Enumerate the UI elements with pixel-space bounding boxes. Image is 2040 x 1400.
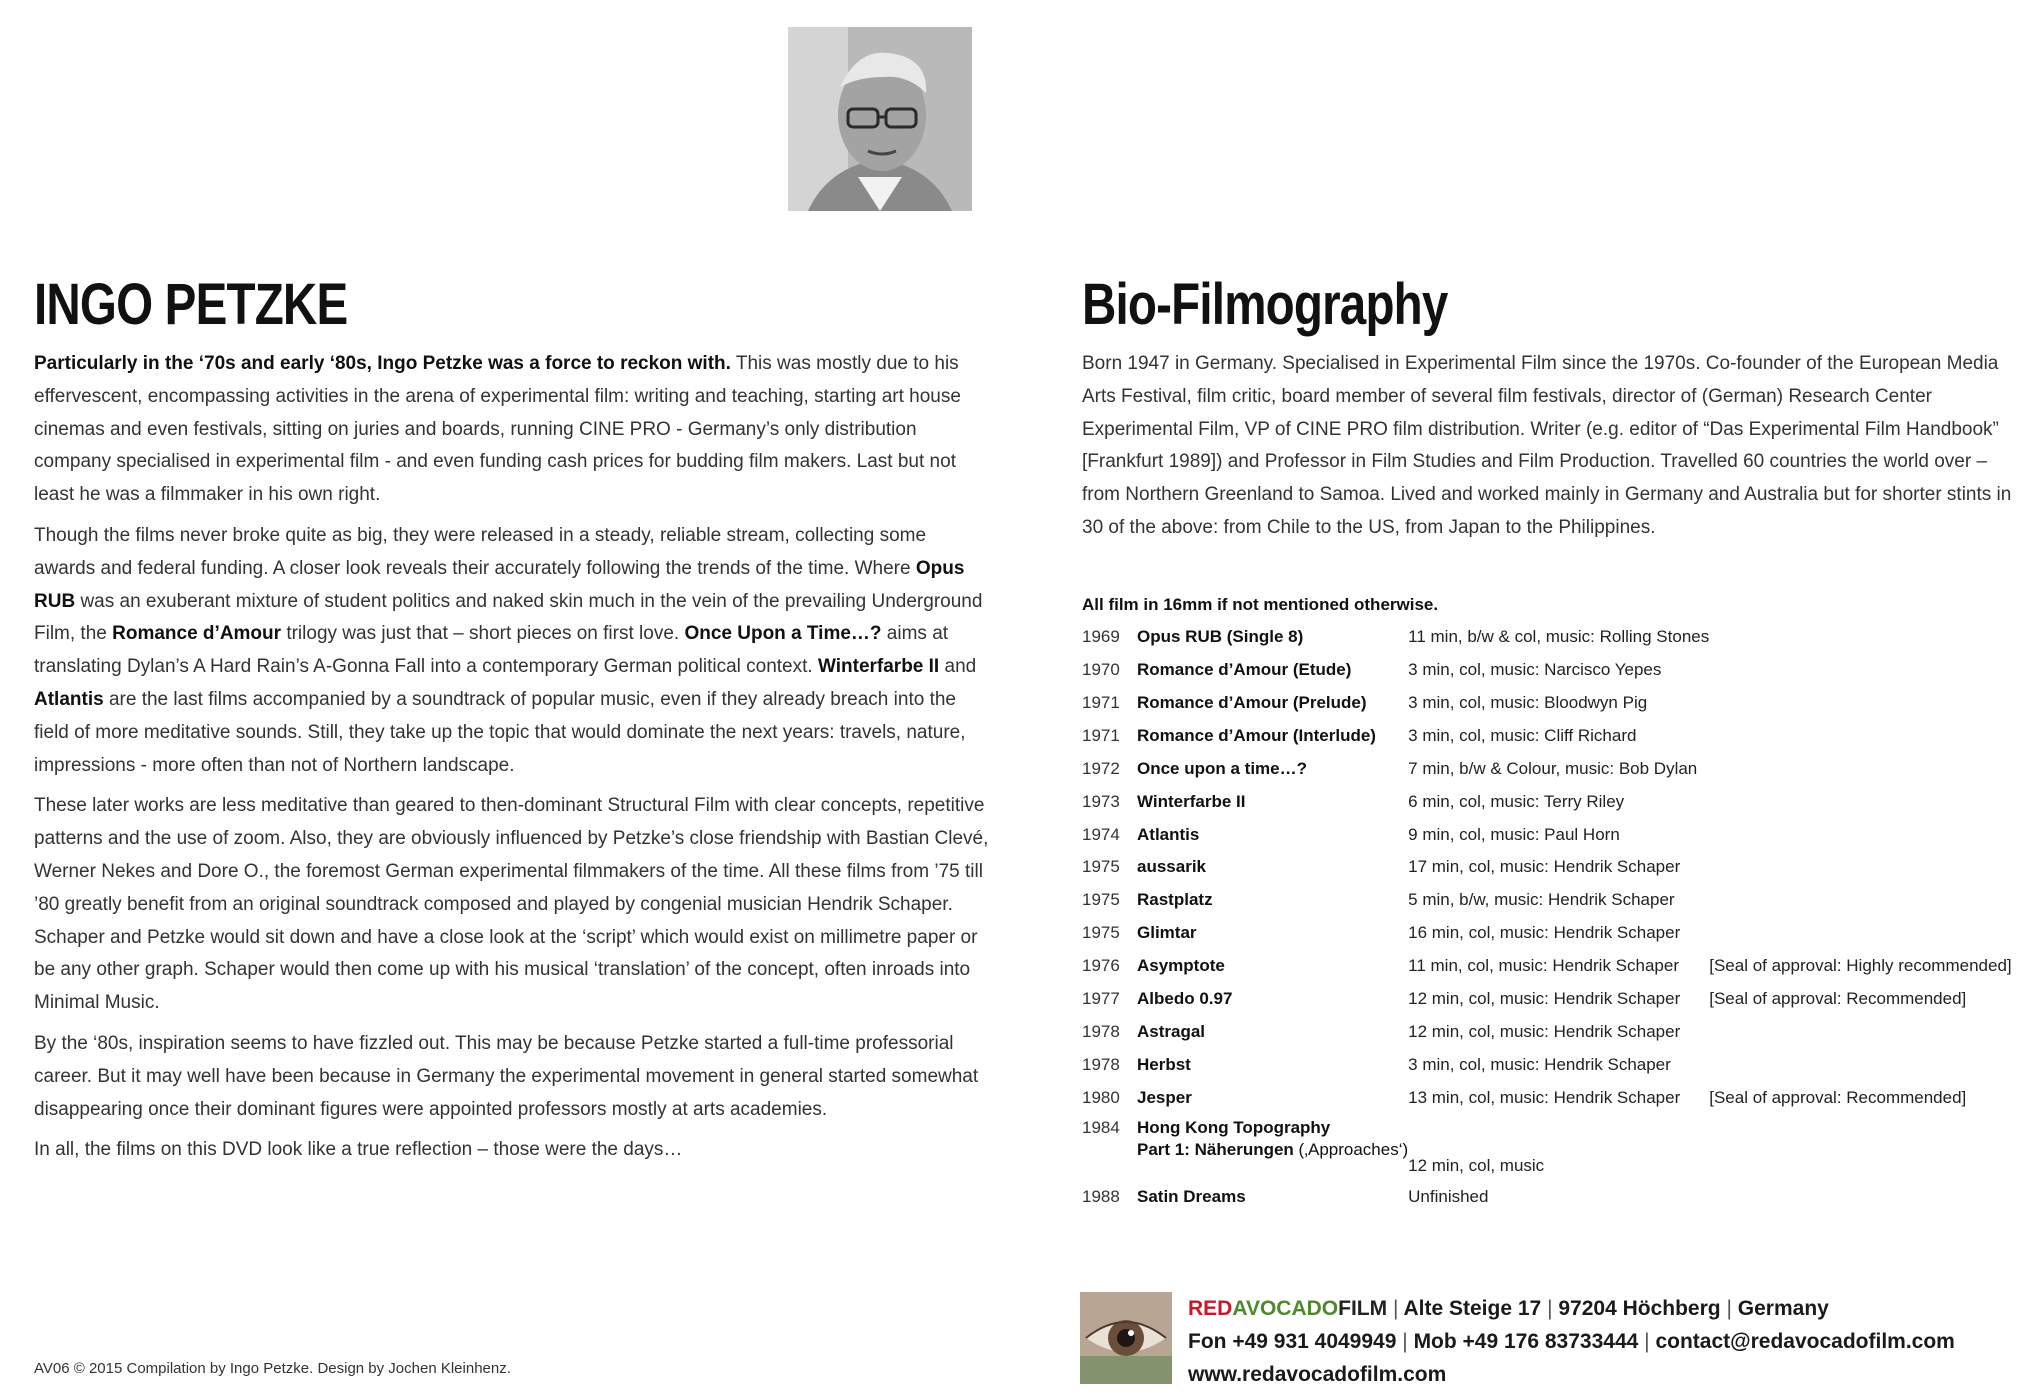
film-seal — [1709, 1048, 2011, 1081]
film-row — [1082, 818, 2012, 851]
film-description: 13 min, col, music: Hendrik Schaper — [1408, 1087, 1681, 1107]
film-seal — [1709, 785, 2011, 818]
film-title: Romance d’Amour (Interlude) — [1137, 725, 1376, 745]
contact-line-2 — [1188, 1325, 1955, 1358]
film-title — [1137, 1114, 1408, 1180]
film-row — [1082, 687, 2012, 720]
bio-text — [1082, 348, 2022, 545]
contact-block — [1188, 1292, 1955, 1391]
film-seal — [1709, 1114, 2011, 1180]
film-row — [1082, 621, 2012, 654]
film-seal — [1709, 752, 2011, 785]
film-row — [1082, 752, 2012, 785]
film-seal — [1709, 917, 2011, 950]
film-year: 1975 — [1082, 857, 1120, 877]
film-year: 1976 — [1082, 956, 1120, 976]
film-description: 12 min, col, music — [1408, 1156, 1545, 1176]
filmography-table — [1082, 621, 2012, 1213]
film-title: Rastplatz — [1137, 890, 1213, 910]
film-seal — [1709, 719, 2011, 752]
film-seal — [1709, 621, 2011, 654]
essay-p2-text-e: aims at translating Dylan’s A Hard Rain’s A-Gonna Fall into a contemporary German political context. — [34, 623, 949, 678]
film-title: Asymptote — [1137, 956, 1225, 976]
footer-credit: AV06 © 2015 Compilation by Ingo Petzke. Design by Jochen Kleinhenz. — [34, 1360, 511, 1377]
film-title: Winterfarbe II — [1137, 791, 1246, 811]
film-year: 1973 — [1082, 791, 1120, 811]
essay-paragraph-2 — [34, 520, 989, 782]
film-title: aussarik — [1137, 857, 1206, 877]
film-title: Albedo 0.97 — [1137, 989, 1233, 1009]
contact-line-1 — [1188, 1292, 1955, 1325]
separator: | — [1402, 1330, 1408, 1353]
film-year: 1971 — [1082, 693, 1120, 712]
film-title: Romance d’Amour (Prelude) — [1137, 693, 1367, 712]
film-description: Unfinished — [1408, 1186, 1489, 1206]
website-link[interactable]: www.redavocadofilm.com — [1188, 1363, 1447, 1386]
film-description: 3 min, col, music: Bloodwyn Pig — [1408, 693, 1648, 712]
film-title: Romance d’Amour (Etude) — [1137, 660, 1352, 680]
brand-green: AVOCADO — [1232, 1297, 1339, 1320]
film-row-1984 — [1082, 1114, 2012, 1180]
film-year: 1988 — [1082, 1186, 1120, 1206]
film-year: 1975 — [1082, 890, 1120, 910]
film-row — [1082, 1015, 2012, 1048]
film-row — [1082, 851, 2012, 884]
right-column — [1082, 270, 2022, 1213]
essay-p2-text-c: was an exuberant mixture of student politics and naked skin much in the vein of the prevailing Underground Film, the — [34, 590, 983, 645]
essay-text — [34, 348, 989, 1167]
film-title: Opus RUB (Single 8) — [1137, 627, 1304, 647]
separator: | — [1726, 1297, 1732, 1320]
film-title-main: Hong Kong Topography — [1137, 1118, 1331, 1138]
film-year: 1969 — [1082, 627, 1120, 647]
essay-p2-text-g: are the last films accompanied by a soundtrack of popular music, even if they already breach into the field of more meditative sounds. Still, they take up the topic that would dominate the next years: travels, nature, impressions - more often than not of Northern landscape. — [34, 688, 966, 776]
film-description: 16 min, col, music: Hendrik Schaper — [1408, 923, 1681, 943]
address: Alte Steige 17 — [1403, 1297, 1542, 1320]
essay-p2-text-f: and — [939, 656, 977, 678]
contact-line-3 — [1188, 1358, 1955, 1391]
film-ref-winterfarbe: Winterfarbe II — [817, 656, 940, 678]
separator: | — [1644, 1330, 1650, 1353]
city: 97204 Höchberg — [1558, 1297, 1721, 1320]
film-description: 12 min, col, music: Hendrik Schaper — [1408, 989, 1681, 1009]
film-description: 3 min, col, music: Hendrik Schaper — [1408, 1054, 1671, 1074]
film-subtitle-bold: Part 1: Näherungen — [1137, 1140, 1294, 1160]
film-subtitle-plain: (‚Approaches‘) — [1293, 1140, 1409, 1160]
film-year: 1972 — [1082, 758, 1120, 778]
film-year: 1978 — [1082, 1021, 1120, 1041]
eye-logo — [1080, 1292, 1172, 1384]
essay-p2-text-a: Though the films never broke quite as big, they were released in a steady, reliable stream, collecting some awards and federal funding. A closer look reveals their accurately following the trends of the time. Where — [34, 524, 927, 579]
separator: | — [1547, 1297, 1553, 1320]
portrait-illustration — [788, 27, 972, 211]
separator: | — [1392, 1297, 1399, 1320]
film-seal — [1709, 818, 2011, 851]
film-description: 5 min, b/w, music: Hendrik Schaper — [1408, 890, 1675, 910]
essay-p1-text: This was mostly due to his effervescent, encompassing activities in the arena of experimental film: writing and teaching, starting art house cinemas and even festivals, sitting on juries and boards, running CINE PRO - Germany’s only distribution company specialised in experimental film - and even funding cash prices for budding film makers. Last but not least he was a filmmaker in his own right. — [34, 353, 961, 506]
film-year: 1977 — [1082, 989, 1120, 1009]
film-seal — [1709, 687, 2011, 720]
film-row — [1082, 983, 2012, 1016]
essay-p2-text-d: trilogy was just that – short pieces on first love. — [281, 623, 685, 645]
mobile: Mob +49 176 83733444 — [1413, 1330, 1639, 1353]
essay-paragraph-1 — [34, 348, 989, 512]
film-year: 1980 — [1082, 1087, 1120, 1107]
film-title: Astragal — [1137, 1021, 1206, 1041]
brand-dark: FILM — [1338, 1297, 1388, 1320]
film-ref-romance: Romance d’Amour — [112, 623, 282, 645]
film-description: 3 min, col, music: Narcisco Yepes — [1408, 660, 1662, 680]
film-seal — [1709, 1180, 2011, 1213]
film-description: 17 min, col, music: Hendrik Schaper — [1408, 857, 1681, 877]
film-row — [1082, 950, 2012, 983]
film-description: 3 min, col, music: Cliff Richard — [1408, 725, 1637, 745]
film-row — [1082, 785, 2012, 818]
film-ref-atlantis: Atlantis — [34, 688, 104, 710]
film-year: 1978 — [1082, 1054, 1120, 1074]
film-row — [1082, 719, 2012, 752]
film-description: 12 min, col, music: Hendrik Schaper — [1408, 1021, 1681, 1041]
film-year: 1970 — [1082, 660, 1120, 680]
phone: Fon +49 931 4049949 — [1188, 1330, 1397, 1353]
essay-paragraph-4: By the ‘80s, inspiration seems to have fizzled out. This may be because Petzke started a full-time professorial career. But it may well have been because in Germany the experimental movement in general started somewhat disappearing once their dominant figures were appointed professors mostly at arts academies. — [34, 1032, 979, 1120]
film-title: Glimtar — [1137, 923, 1197, 943]
film-row-1988 — [1082, 1180, 2012, 1213]
film-description: 9 min, col, music: Paul Horn — [1408, 824, 1620, 844]
format-note: All film in 16mm if not mentioned otherwise. — [1082, 594, 1439, 614]
film-year: 1971 — [1082, 725, 1120, 745]
film-year: 1984 — [1082, 1118, 1120, 1138]
film-year: 1975 — [1082, 923, 1120, 943]
film-seal: [Seal of approval: Recommended] — [1709, 989, 1967, 1009]
country: Germany — [1737, 1297, 1829, 1320]
film-title: Satin Dreams — [1137, 1186, 1246, 1206]
eye-logo-illustration — [1080, 1292, 1172, 1384]
film-subtitle — [1137, 1140, 1408, 1160]
film-row — [1082, 884, 2012, 917]
film-year: 1974 — [1082, 824, 1120, 844]
film-seal — [1709, 1015, 2011, 1048]
essay-lead: Particularly in the ‘70s and early ‘80s, Ingo Petzke was a force to reckon with. — [34, 353, 731, 374]
film-seal: [Seal of approval: Highly recommended] — [1709, 956, 2012, 976]
essay-paragraph-5: In all, the films on this DVD look like a true reflection – those were the days… — [34, 1139, 683, 1161]
left-column — [34, 270, 989, 1175]
film-title: Once upon a time…? — [1137, 758, 1308, 778]
film-seal: [Seal of approval: Recommended] — [1709, 1087, 1967, 1107]
film-title: Jesper — [1137, 1087, 1192, 1107]
film-seal — [1709, 654, 2011, 687]
film-description: 11 min, col, music: Hendrik Schaper — [1408, 956, 1679, 976]
film-ref-opus-rub: Opus RUB — [34, 557, 965, 612]
email-link[interactable]: contact@redavocadofilm.com — [1655, 1330, 1955, 1353]
bio-filmography-heading: Bio-Filmography — [1082, 272, 1448, 337]
film-row — [1082, 1081, 2012, 1114]
film-description: 11 min, b/w & col, music: Rolling Stones — [1408, 627, 1710, 647]
film-ref-once-upon: Once Upon a Time…? — [684, 623, 882, 645]
portrait-photo — [788, 27, 972, 211]
essay-paragraph-3: These later works are less meditative than geared to then-dominant Structural Film with clear concepts, repetitive patterns and the use of zoom. Also, they are obviously influenced by Petzke’s close friendship with Bastian Clevé, Werner Nekes and Dore O., the foremost German experimental filmmakers of the time. All these films from ’75 till ’80 greatly benefit from an original soundtrack composed and played by congenial musician Hendrik Schaper. Schaper and Petzke would sit down and have a close look at the ‘script’ which would exist on millimetre paper or be any other graph. Schaper would then come up with his musical ‘translation’ of the concept, often inroads into Minimal Music. — [34, 795, 989, 1014]
brand-red: RED — [1188, 1297, 1233, 1320]
film-seal — [1709, 851, 2011, 884]
film-description: 7 min, b/w & Colour, music: Bob Dylan — [1408, 758, 1698, 778]
film-description: 6 min, col, music: Terry Riley — [1408, 791, 1625, 811]
artist-heading: INGO PETZKE — [34, 272, 348, 337]
bio-paragraph: Born 1947 in Germany. Specialised in Experimental Film since the 1970s. Co-founder of the European Media Arts Festival, film critic, board member of several film festivals, director of (German) Research Center Experimental Film, VP of CINE PRO film distribution. Writer (e.g. editor of “Das Experimental Film Handbook” [Frankfurt 1989]) and Professor in Film Studies and Film Production. Travelled 60 countries the world over – from Northern Greenland to Samoa. Lived and worked mainly in Germany and Australia but for shorter stints in 30 of the above: from Chile to the US, from Japan to the Philippines. — [1082, 353, 2012, 538]
film-seal — [1709, 884, 2011, 917]
film-title: Atlantis — [1137, 824, 1200, 844]
film-title: Herbst — [1137, 1054, 1191, 1074]
film-row — [1082, 917, 2012, 950]
film-row — [1082, 1048, 2012, 1081]
film-row — [1082, 654, 2012, 687]
